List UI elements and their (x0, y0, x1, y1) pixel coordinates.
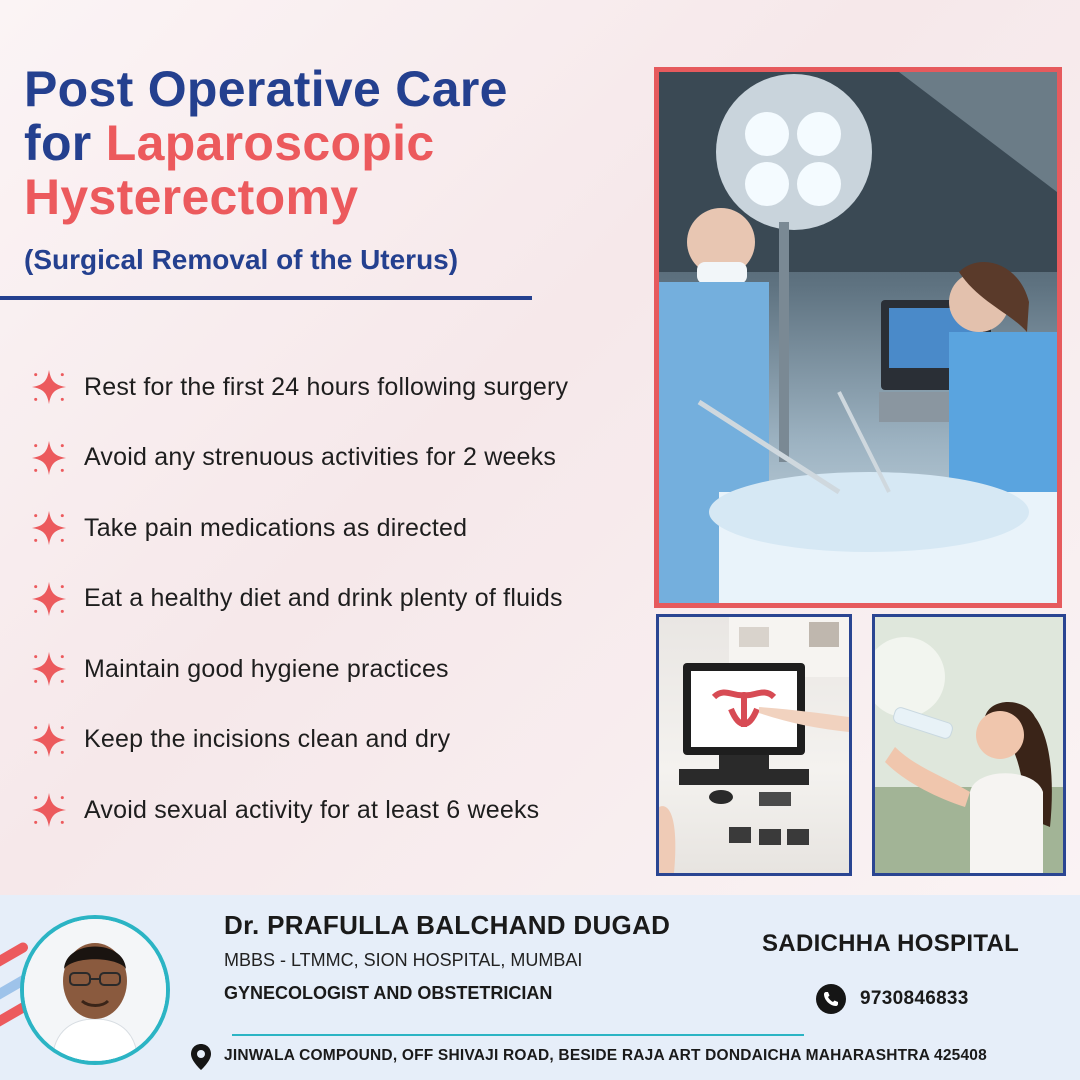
doctor-qualifications: MBBS - LTMMC, SION HOSPITAL, MUMBAI (224, 950, 583, 970)
list-item (30, 775, 568, 846)
surgery-photo (654, 67, 1062, 608)
sparkle-icon (30, 650, 68, 688)
title-prefix: for (24, 115, 106, 171)
list-item-text: Avoid sexual activity for at least 6 weeks (84, 795, 540, 824)
title-divider (0, 296, 532, 300)
sparkle-icon (30, 721, 68, 759)
list-item-text: Keep the incisions clean and dry (84, 725, 451, 754)
page-subtitle: (Surgical Removal of the Uterus) (24, 244, 459, 275)
list-item (30, 493, 568, 564)
phone-number[interactable]: 9730846833 (860, 988, 969, 1009)
list-item-text: Rest for the first 24 hours following surgery (84, 372, 569, 401)
title-line-2 (24, 116, 654, 170)
surgery-illustration (659, 72, 1057, 603)
list-item (30, 352, 568, 423)
footer-divider (232, 1034, 804, 1036)
title-line-1: Post Operative Care (24, 61, 508, 117)
list-item-text: Eat a healthy diet and drink plenty of fluids (84, 584, 563, 613)
avatar (20, 915, 170, 1065)
phone-icon (816, 984, 846, 1014)
hospital-address: JINWALA COMPOUND, OFF SHIVAJI ROAD, BESIDE RAJA ART DONDAICHA MAHARASHTRA 425408 (224, 1047, 987, 1064)
title-accent-1: Laparoscopic (105, 115, 435, 171)
sparkle-icon (30, 509, 68, 547)
sparkle-icon (30, 580, 68, 618)
drinking-water-photo (872, 614, 1066, 876)
list-item (30, 705, 568, 776)
doctor-specialty: GYNECOLOGIST AND OBSTETRICIAN (224, 983, 553, 1003)
sparkle-icon (30, 368, 68, 406)
woman-drinking-illustration (875, 617, 1063, 873)
doctor-name: Dr. PRAFULLA BALCHAND DUGAD (224, 910, 671, 940)
list-item (30, 564, 568, 635)
title-accent-2: Hysterectomy (24, 169, 359, 225)
page-title (24, 62, 654, 224)
hospital-name: SADICHHA HOSPITAL (762, 930, 1020, 957)
uterus-diagram-photo (656, 614, 852, 876)
list-item-text: Maintain good hygiene practices (84, 654, 449, 683)
doctor-portrait (24, 919, 166, 1061)
sparkle-icon (30, 791, 68, 829)
list-item (30, 634, 568, 705)
list-item (30, 423, 568, 494)
list-item-text: Avoid any strenuous activities for 2 weeks (84, 443, 557, 472)
monitor-illustration (659, 617, 849, 873)
location-pin-icon (188, 1043, 214, 1071)
sparkle-icon (30, 439, 68, 477)
care-tips-list (30, 352, 568, 846)
list-item-text: Take pain medications as directed (84, 513, 468, 542)
